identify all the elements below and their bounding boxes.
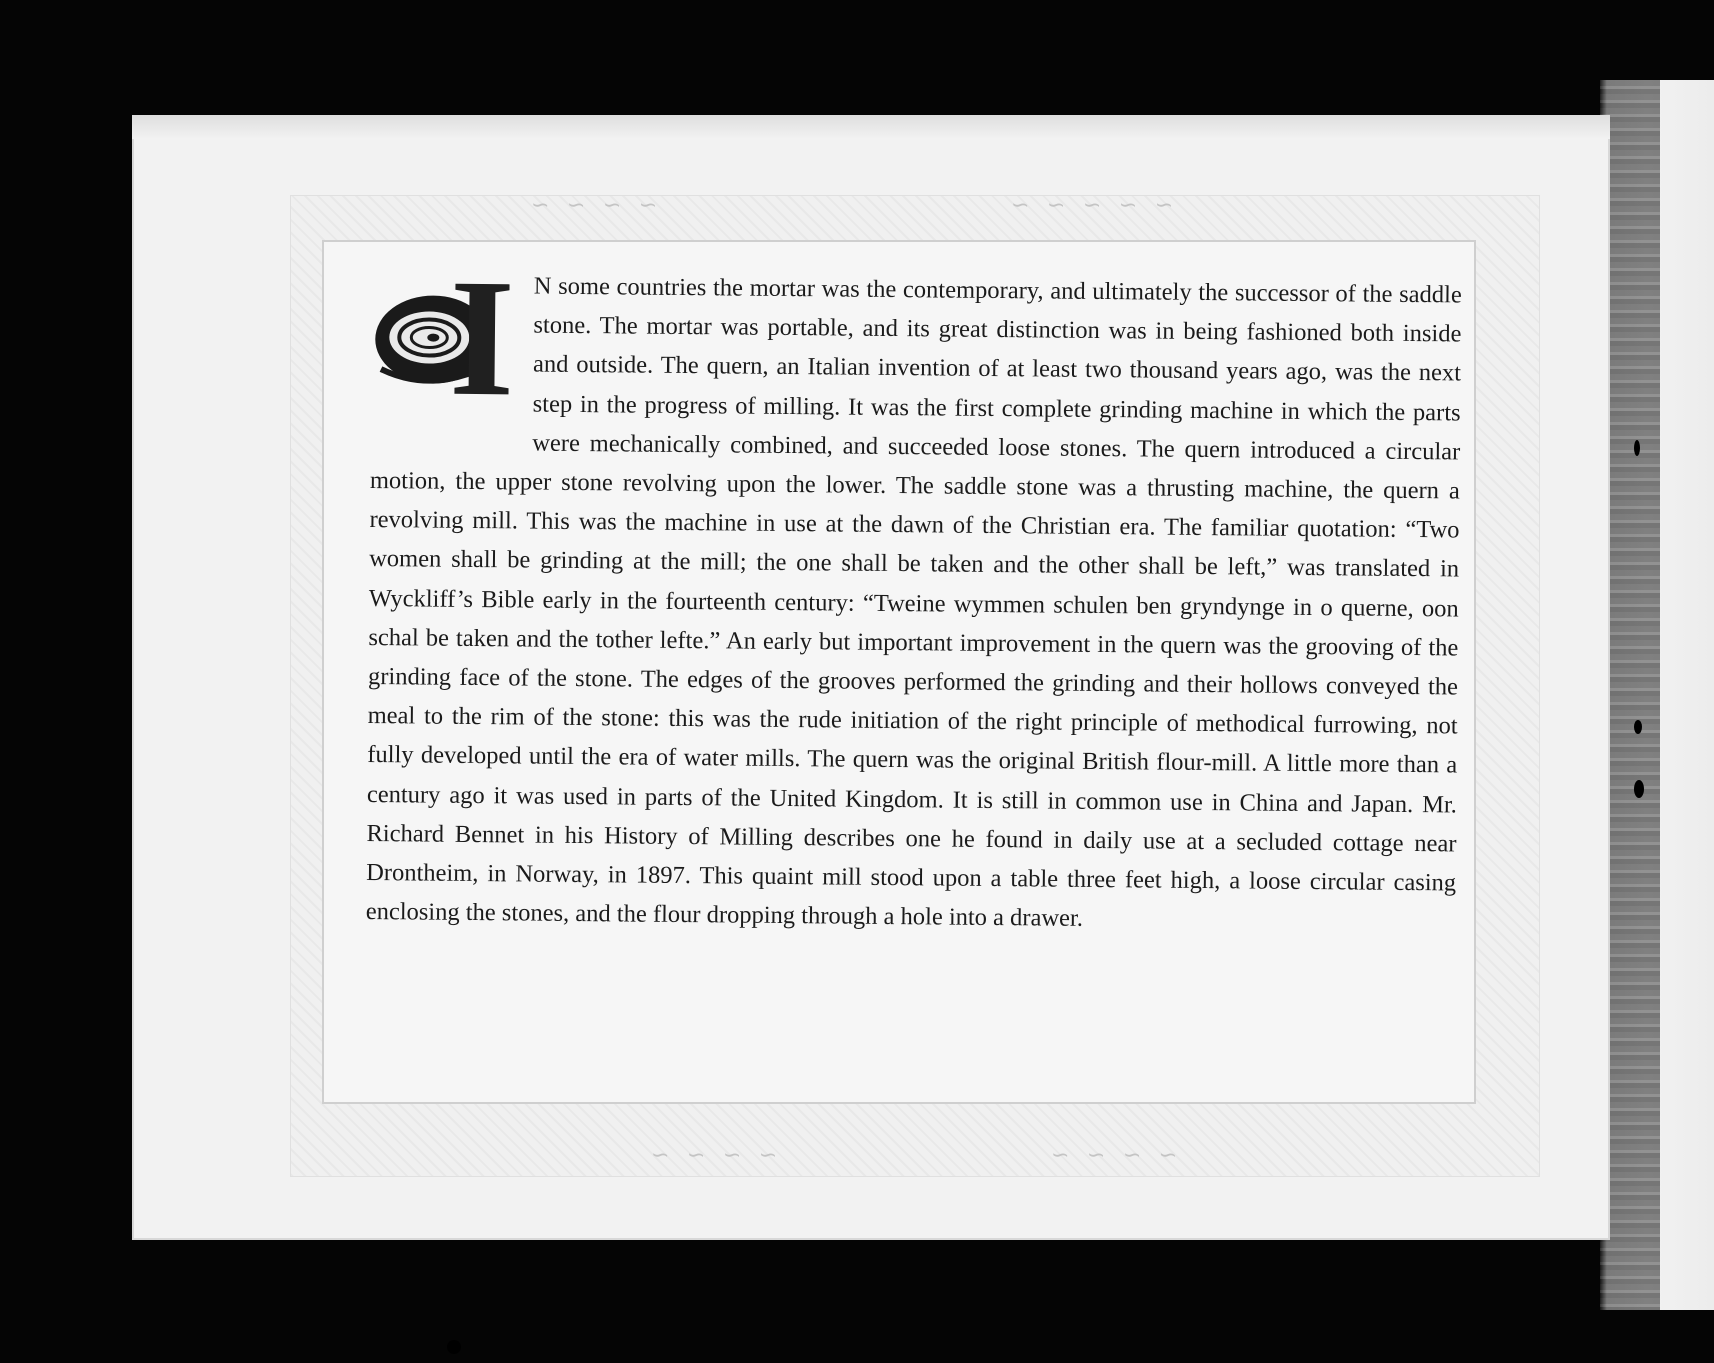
scan-speck xyxy=(1634,440,1640,456)
scan-speck xyxy=(1634,720,1642,734)
scan-speck xyxy=(447,1340,461,1354)
document-body xyxy=(365,244,1462,942)
page-top-shadow xyxy=(132,115,1610,139)
scanned-page xyxy=(132,115,1610,1240)
drop-cap-letter: I xyxy=(448,244,516,432)
adjacent-page-edge xyxy=(1600,80,1714,1310)
border-ornament: ∽ ∽ ∽ ∽ ∽ xyxy=(1011,192,1180,217)
border-ornament: ∽ ∽ ∽ ∽ xyxy=(1051,1142,1184,1167)
border-ornament: ∽ ∽ ∽ ∽ xyxy=(651,1142,784,1167)
drop-cap xyxy=(370,244,521,432)
scan-speck xyxy=(1634,780,1644,798)
border-ornament: ∽ ∽ ∽ ∽ xyxy=(531,192,664,217)
body-paragraph: N some countries the mortar was the contemporary, and ultimately the successor of the saddle stone. The mortar was portable, and its great distinction was in being fashioned both inside and outside. The quern, an Italian invention of at least two thousand years ago, was the next step in the progress of milling. It was the first complete grinding machine in which the parts were mechanically combined, and succeeded loose stones. The quern introduced a circular motion, the upper stone revolving upon the lower. The saddle stone was a thrusting machine, the quern a revolving mill. This was the machine in use at the dawn of the Christian era. The familiar quotation: “Two women shall be grinding at the mill; the one shall be taken and the other shall be left,” was translated in Wyckliff’s Bible early in the fourteenth century: “Tweine wymmen schulen ben gryndynge in o querne, oon schal be taken and the tother lefte.” An early but important improvement in the quern was the grooving of the grinding face of the stone. The edges of the grooves performed the grinding and their hollows conveyed the meal to the rim of the stone: this was the rude initiation of the right principle of methodical furrowing, not fully developed until the era of water mills. The quern was the original British flour-mill. A little more than a century ago it was used in parts of the United Kingdom. It is still in common use in China and Japan. Mr. Richard Bennet in his History of Milling describes one he found in daily use at a secluded cottage near Drontheim, in Norway, in 1897. This quaint mill stood upon a table three feet high, a loose circular casing enclosing the stones, and the flour dropping through a hole into a drawer. xyxy=(365,272,1462,933)
